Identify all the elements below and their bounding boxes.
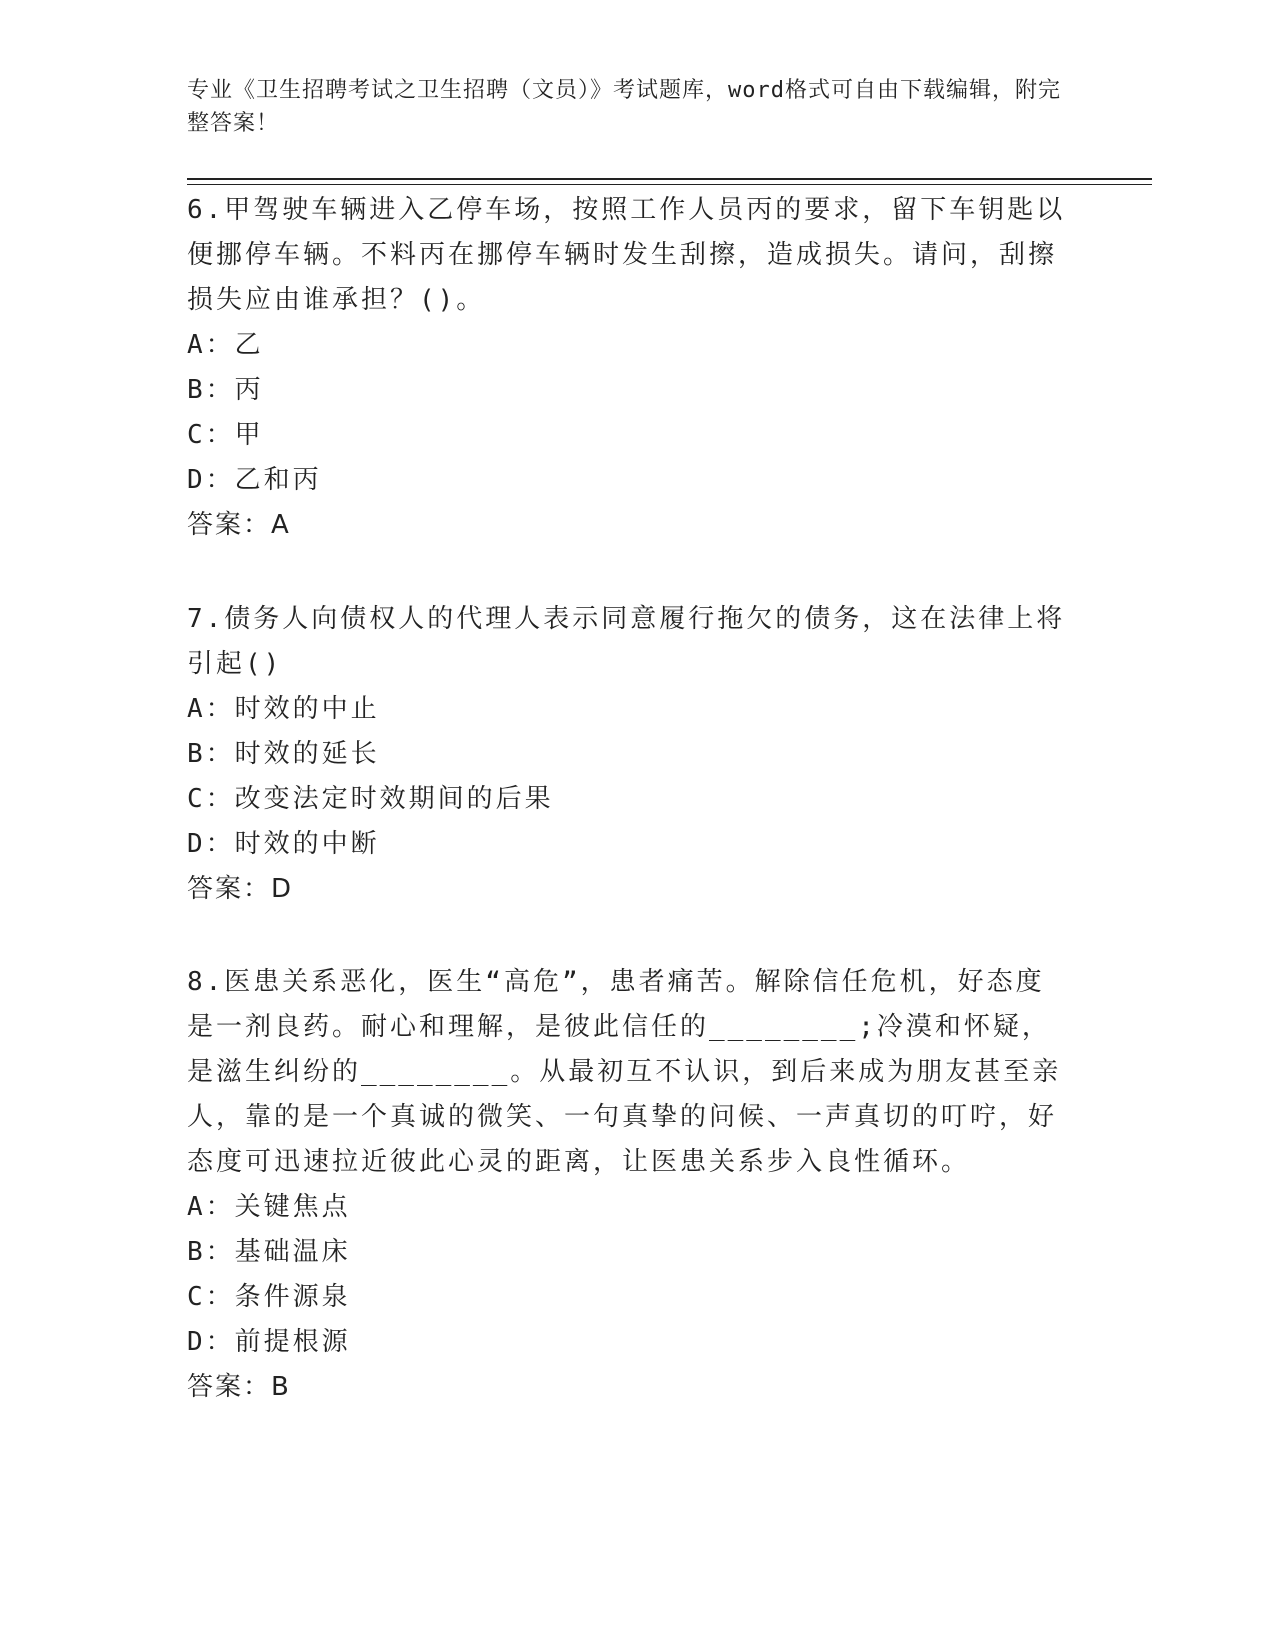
- question-stem: 7.债务人向债权人的代理人表示同意履行拖欠的债务，这在法律上将引起(): [187, 604, 1066, 679]
- answer: 答案：D: [187, 874, 294, 904]
- option-c: C：条件源泉: [187, 1282, 351, 1312]
- option-d: D：乙和丙: [187, 465, 322, 495]
- option-c: C：甲: [187, 420, 264, 450]
- question-8: [187, 960, 1067, 1410]
- header-divider-thick: [187, 178, 1152, 180]
- answer: 答案：A: [187, 510, 291, 540]
- document-header: 专业《卫生招聘考试之卫生招聘（文员）》考试题库，word格式可自由下载编辑，附完整答案！: [187, 78, 1061, 136]
- question-stem: 8.医患关系恶化，医生“高危”，患者痛苦。解除信任危机，好态度是一剂良药。耐心和理解，是彼此信任的________;冷漠和怀疑，是滋生纠纷的________。从最初互不认识，到后来成为朋友甚至亲人，靠的是一个真诚的微笑、一句真挚的问候、一声真切的叮咛，好态度可迅速拉近彼此心灵的距离，让医患关系步入良性循环。: [187, 967, 1062, 1177]
- option-a: A：关键焦点: [187, 1192, 351, 1222]
- header-divider-thin: [187, 184, 1152, 185]
- question-7: [187, 597, 1067, 912]
- option-a: A：时效的中止: [187, 694, 380, 724]
- question-6: [187, 188, 1067, 548]
- option-c: C：改变法定时效期间的后果: [187, 784, 554, 814]
- option-b: B：丙: [187, 375, 264, 405]
- option-b: B：时效的延长: [187, 739, 380, 769]
- option-b: B：基础温床: [187, 1237, 351, 1267]
- question-stem: 6.甲驾驶车辆进入乙停车场，按照工作人员丙的要求，留下车钥匙以便挪停车辆。不料丙在挪停车辆时发生刮擦，造成损失。请问，刮擦损失应由谁承担？()。: [187, 195, 1066, 315]
- option-d: D：时效的中断: [187, 829, 380, 859]
- answer: 答案：B: [187, 1372, 291, 1402]
- option-a: A：乙: [187, 330, 264, 360]
- option-d: D：前提根源: [187, 1327, 351, 1357]
